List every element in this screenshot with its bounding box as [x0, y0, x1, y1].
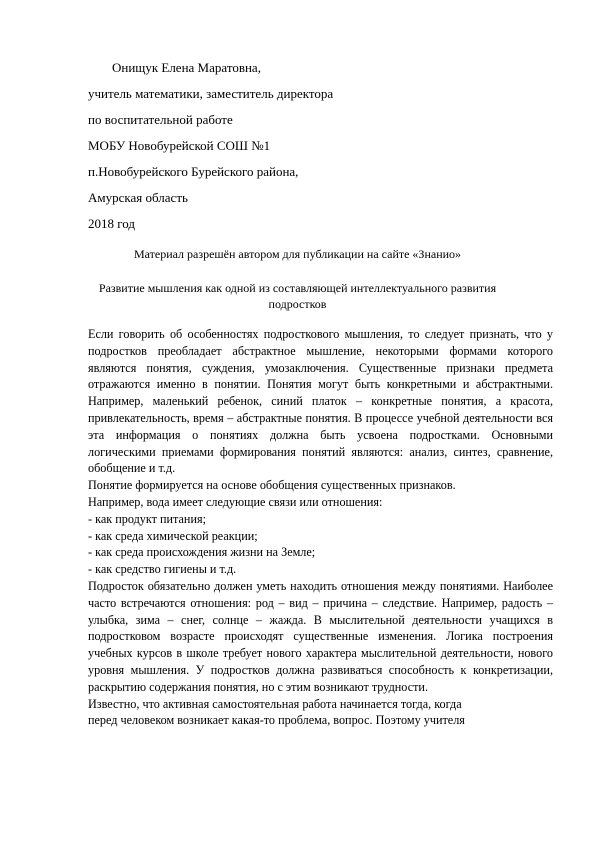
- author-position-cont: по воспитательной работе: [88, 112, 233, 127]
- list-item: - как средство гигиены и т.д.: [88, 562, 237, 577]
- paragraph: Известно, что активная самостоятельная работа начинается тогда, когда: [88, 696, 462, 711]
- settlement: п.Новобурейского Бурейского района,: [88, 164, 299, 179]
- author-position: учитель математики, заместитель директора: [88, 86, 334, 101]
- author-name: Онищук Елена Маратовна,: [112, 60, 261, 75]
- paragraph: перед человеком возникает какая-то проблема, вопрос. Поэтому учителя: [88, 713, 465, 728]
- region: Амурская область: [88, 190, 188, 205]
- paragraph: Если говорить об особенностях подросткового мышления, то следует признать, что у подростков преобладает абстрактное мышление, некоторыми формами которого являются понятия, суждения, умозаключения. Существенные признаки предмета отражаются именно в понятии. Понятия могут быть конкретными и абстрактными. Например, маленький ребенок, синий платок – конкретные понятия, а красота, привлекательность, время – абстрактные понятия. В процессе учебной деятельности вся эта информация о понятиях должна быть усвоена подростками. Основными логическими приемами формирования понятий являются: анализ, синтез, сравнение, обобщение и т.д.: [88, 327, 553, 476]
- paragraph: Подросток обязательно должен уметь находить отношения между понятиями. Наиболее часто встречаются отношения: род – вид – причина – следствие. Например, радость – улыбка, зима – снег, солнце – жажда. В мыслительной деятельности учащихся в подростковом возрасте происходят существенные изменения. Логика построения учебных курсов в школе требует нового характера мыслительной деятельности, нового уровня мышления. У подростков должна развиваться способность к конкретизации, раскрытию содержания понятия, но с этим возникают трудности.: [88, 578, 553, 694]
- list-item: - как среда происхождения жизни на Земле;: [88, 545, 316, 560]
- school-name: МОБУ Новобурейской СОШ №1: [88, 138, 271, 153]
- permission-note: Материал разрешён автором для публикации на сайте «Знанио»: [133, 247, 462, 261]
- article-title: Развитие мышления как одной из составляющей интеллектуального развития подростков: [98, 281, 497, 311]
- list-item: - как среда химической реакции;: [88, 528, 258, 543]
- year: 2018 год: [88, 216, 135, 231]
- article-body: [88, 326, 553, 729]
- paragraph: Например, вода имеет следующие связи или отношения:: [88, 494, 383, 509]
- list-item: - как продукт питания;: [88, 511, 206, 526]
- paragraph: Понятие формируется на основе обобщения существенных признаков.: [88, 478, 456, 493]
